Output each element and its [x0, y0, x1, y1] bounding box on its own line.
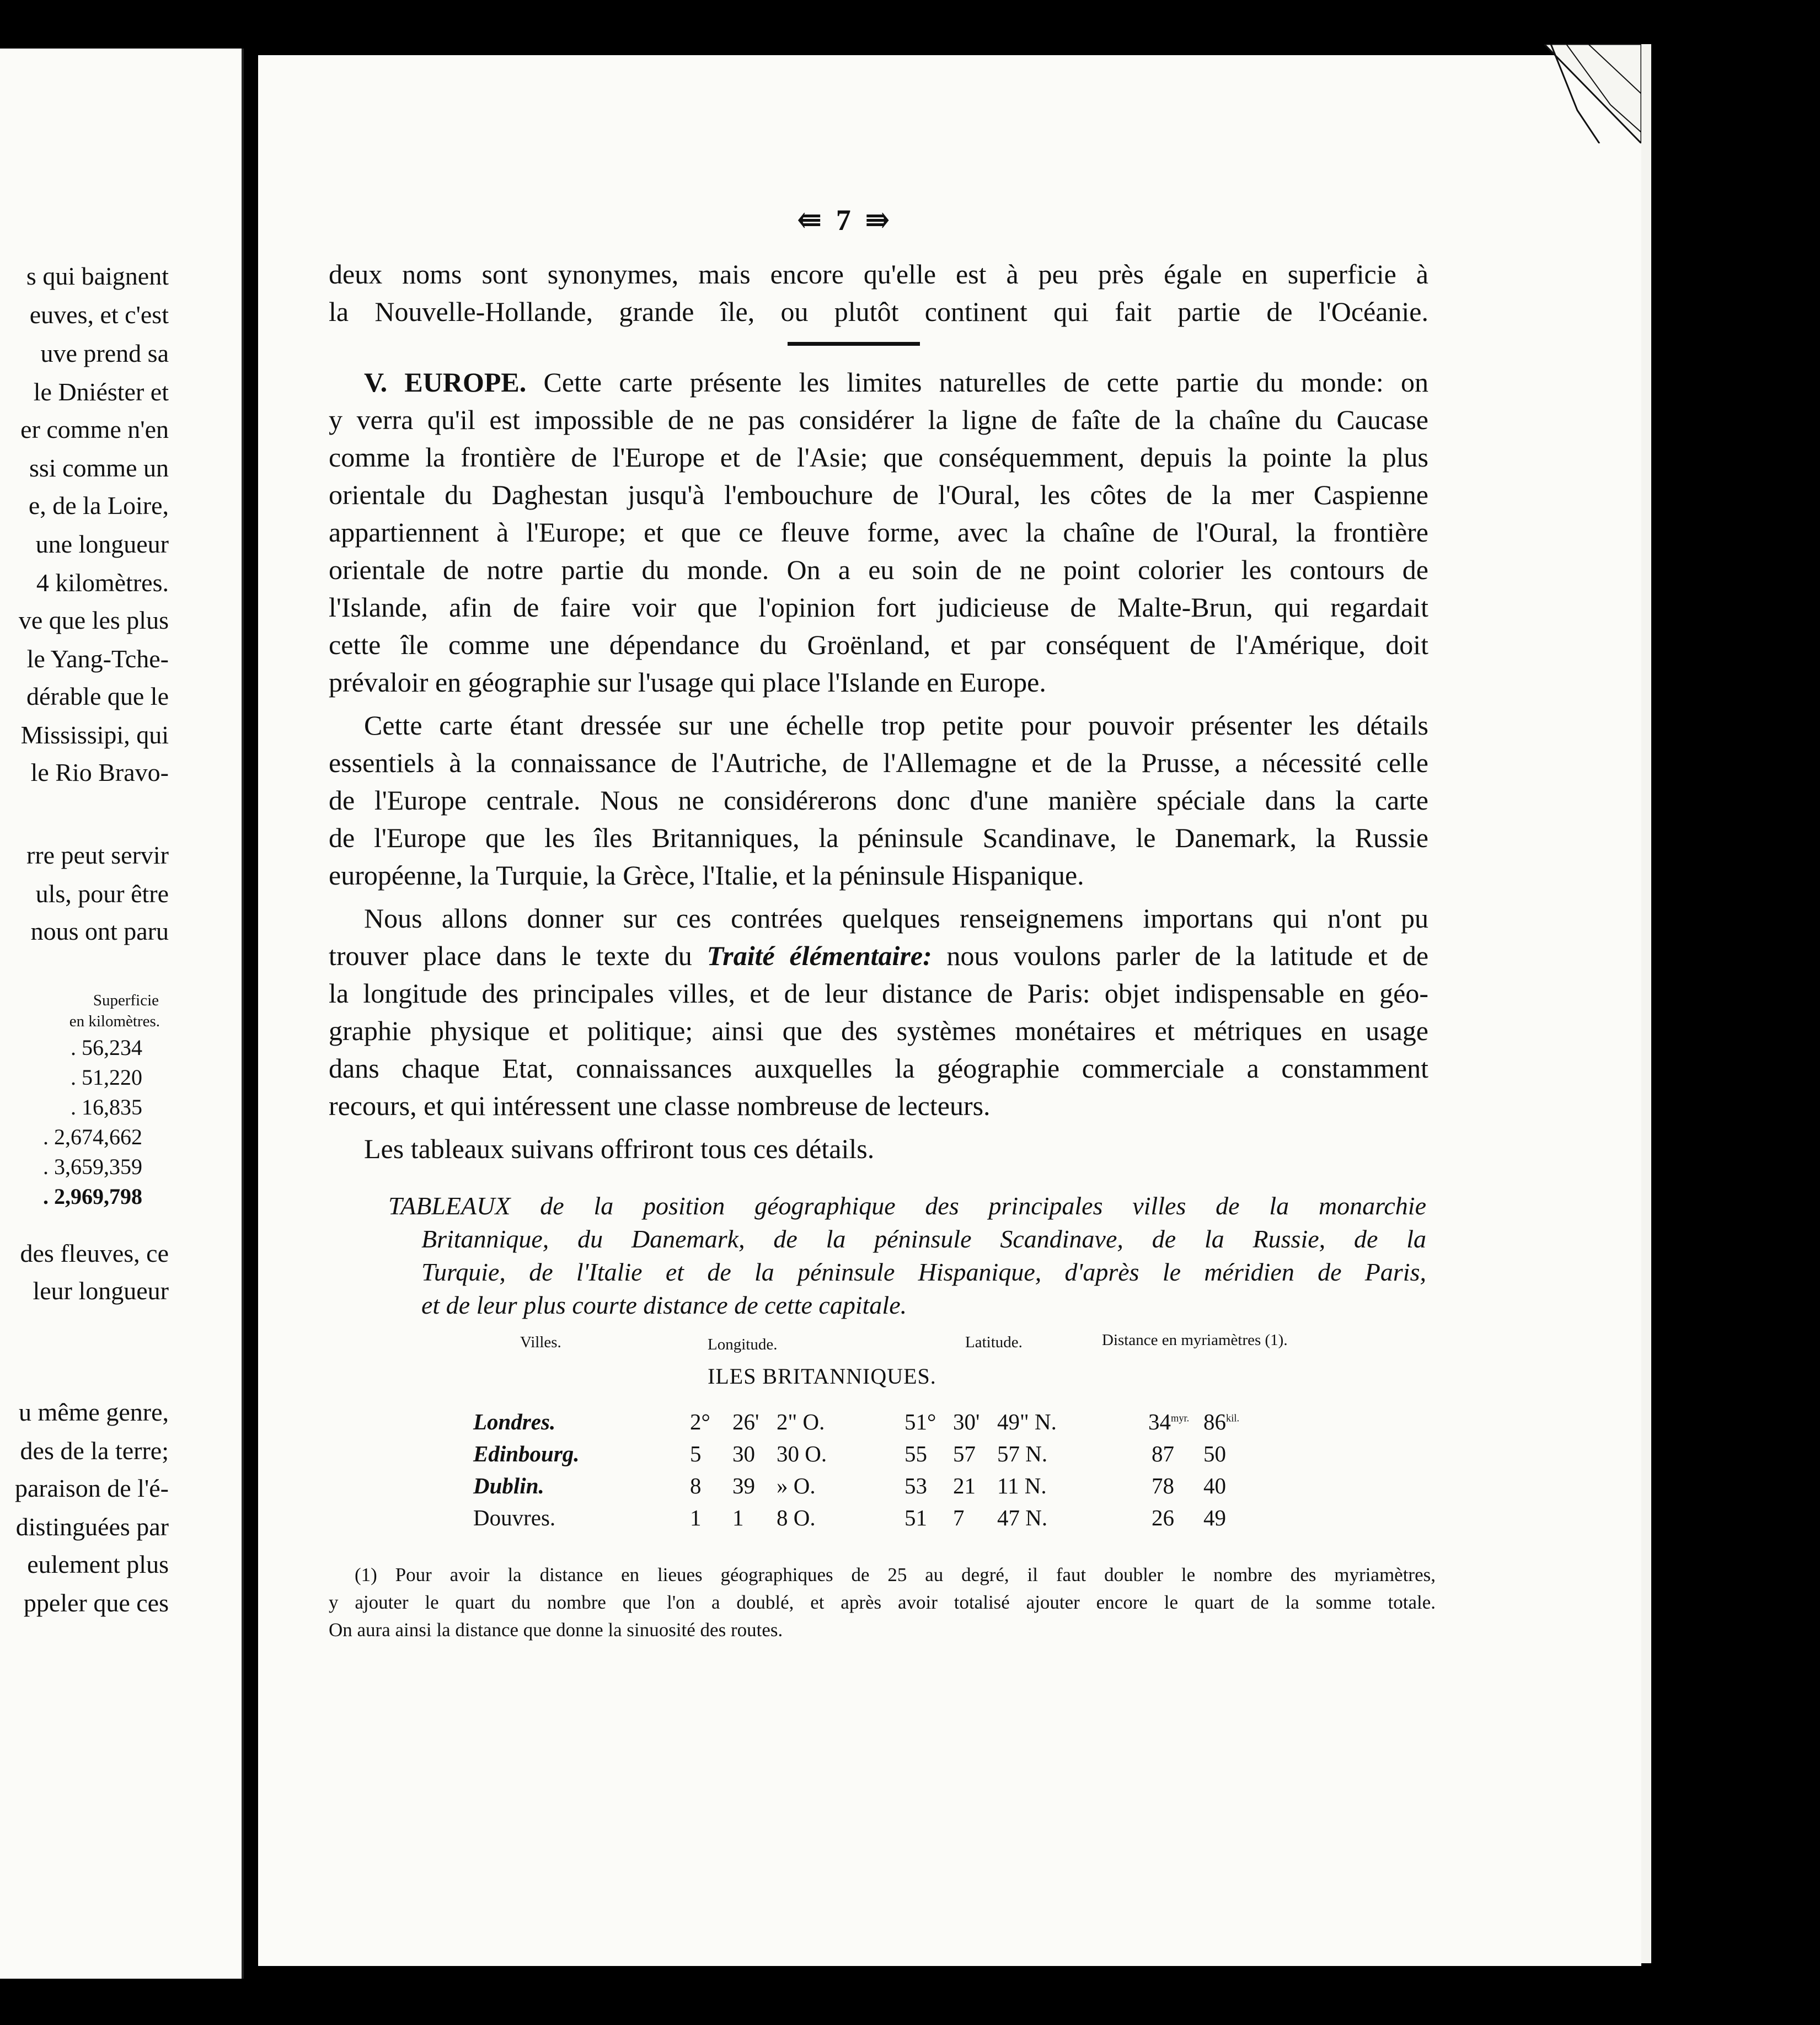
left-text-line: eulement plus — [27, 1550, 169, 1578]
left-text-line: uve prend sa — [40, 339, 169, 367]
left-text-line: des de la terre; — [20, 1437, 169, 1465]
body-line: deux noms sont synonymes, mais encore qu'elle est à peu près égale en superficie à — [329, 259, 1428, 290]
table-cell-lat-sec: 11 N. — [997, 1473, 1047, 1498]
left-text-line: une longueur — [35, 530, 169, 558]
table-cell-lon-deg: 5 — [690, 1441, 702, 1466]
column-header-latitude: Latitude. — [965, 1333, 1023, 1351]
right-page — [258, 55, 1641, 1966]
table-cell-dist-kil: 50 — [1203, 1441, 1226, 1466]
footnote-line: On aura ainsi la distance que donne la sinuosité des routes. — [329, 1619, 783, 1641]
table-cell-lon-min: 30 — [732, 1441, 755, 1466]
left-facing-page — [0, 49, 244, 1979]
body-line: recours, et qui intéressent une classe nombreuse de lecteurs. — [329, 1090, 991, 1121]
table-cell-dist-myr: 87 — [1152, 1441, 1174, 1466]
left-table-value: . 51,220 — [71, 1065, 142, 1090]
table-cell-lon-sec: » O. — [777, 1473, 816, 1498]
left-text-line: dérable que le — [26, 682, 169, 710]
table-cell-lon-sec: 30 O. — [777, 1441, 827, 1466]
table-city: Edinbourg. — [473, 1441, 580, 1466]
body-line: graphie physique et politique; ainsi que des systèmes monétaires et métriques en usage — [329, 1015, 1428, 1046]
left-text-line: 4 kilomètres. — [36, 569, 169, 597]
europe-first-line: V. EUROPE. Cette carte présente les limites naturelles de cette partie du monde: on — [364, 367, 1429, 398]
body-line: la Nouvelle-Hollande, grande île, ou plutôt continent qui fait partie de l'Océanie. — [329, 296, 1428, 327]
body-line: prévaloir en géographie sur l'usage qui place l'Islande en Europe. — [329, 667, 1046, 698]
table-cell-lat-min: 30' — [953, 1409, 980, 1434]
body-line: orientale du Daghestan jusqu'à l'embouchure de l'Oural, les côtes de la mer Caspienne — [329, 479, 1428, 510]
body-line: Nous allons donner sur ces contrées quelques renseignemens importans qui n'ont pu — [364, 903, 1428, 934]
table-cell-dist-kil: $86^{kil.}$ — [1203, 1409, 1240, 1434]
body-line: y verra qu'il est impossible de ne pas considérer la ligne de faîte de la chaîne du Caucase — [329, 404, 1428, 435]
tableau-word: TABLEAUX — [388, 1192, 511, 1220]
table-city: Douvres. — [473, 1505, 556, 1530]
body-line: essentiels à la connaissance de l'Autriche, de l'Allemagne et de la Prusse, a nécessité celle — [329, 747, 1428, 778]
body-line: de l'Europe centrale. Nous ne considérerons donc d'une manière spéciale dans la carte — [329, 785, 1428, 816]
left-table-value: . 3,659,359 — [43, 1154, 142, 1179]
left-text-line: euves, et c'est — [29, 301, 169, 329]
body-line: appartiennent à l'Europe; et que ce fleuve forme, avec la chaîne de l'Oural, la frontière — [329, 517, 1428, 548]
table-cell-dist-myr: 26 — [1152, 1505, 1174, 1530]
left-table-value: . 2,969,798 — [43, 1184, 142, 1209]
table-cell-lon-deg: 1 — [690, 1505, 702, 1530]
body-line: européenne, la Turquie, la Grèce, l'Italie, et la péninsule Hispanique. — [329, 860, 1084, 891]
column-header-distance: Distance en myriamètres (1). — [1102, 1331, 1288, 1349]
table-cell-lat-sec: 47 N. — [997, 1505, 1048, 1530]
table-cell-lon-sec: 8 O. — [777, 1505, 816, 1530]
fleuron-ornament-icon: ⇚ — [797, 203, 826, 237]
tableau-title-line: et de leur plus courte distance de cette capitale. — [421, 1291, 907, 1319]
left-text-line: paraison de l'é- — [14, 1474, 169, 1502]
tableau-title-line: TABLEAUX de la position géographique des principales villes de la monarchie — [388, 1192, 1426, 1220]
body-line: la longitude des principales villes, et de leur distance de Paris: objet indispensable en géo- — [329, 978, 1428, 1009]
table-cell-lat-sec: 49" N. — [997, 1409, 1057, 1434]
table-cell-lat-min: 57 — [953, 1441, 976, 1466]
body-line: l'Islande, afin de faire voir que l'opinion fort judicieuse de Malte-Brun, qui regardait — [329, 592, 1428, 623]
table-cell-dist-myr: $34^{myr.}$ — [1148, 1409, 1190, 1434]
table-cell-dist-myr: 78 — [1152, 1473, 1174, 1498]
left-text-line: leur longueur — [33, 1277, 169, 1305]
left-text-line: uls, pour être — [35, 880, 169, 908]
left-table-value: . 16,835 — [71, 1095, 142, 1119]
left-text-line: nous ont paru — [30, 917, 169, 945]
body-line: cette île comme une dépendance du Groënland, et par conséquent de l'Amérique, doit — [329, 629, 1428, 660]
body-line: Les tableaux suivans offriront tous ces détails. — [364, 1133, 875, 1164]
table-cell-lat-deg: 55 — [904, 1441, 927, 1466]
left-text-line: ppeler que ces — [23, 1589, 169, 1617]
footnote-line: y ajouter le quart du nombre que l'on a doublé, et après avoir totalisé ajouter encore le quart de la somme totale. — [329, 1592, 1436, 1613]
left-table-header: Superficie — [93, 992, 159, 1009]
table-cell-lon-min: 1 — [732, 1505, 744, 1530]
book-title: Traité élémentaire: — [706, 940, 932, 971]
left-text-line: e, de la Loire, — [28, 491, 169, 519]
left-text-line: des fleuves, ce — [20, 1239, 169, 1267]
left-table-value: . 56,234 — [71, 1035, 142, 1060]
tableau-title-line: Turquie, de l'Italie et de la péninsule Hispanique, d'après le méridien de Paris, — [421, 1258, 1426, 1286]
page-header — [797, 202, 893, 237]
left-text-line: le Rio Bravo- — [30, 758, 169, 786]
left-text-line: u même genre, — [18, 1398, 169, 1426]
page-number: 7 — [836, 203, 854, 237]
page-edge — [1641, 44, 1651, 1963]
left-text-line: le Dniéster et — [33, 378, 169, 406]
table-cell-lon-min: 39 — [732, 1473, 755, 1498]
left-text-line: ve que les plus — [18, 606, 169, 634]
table-cell-lon-deg: 8 — [690, 1473, 702, 1498]
column-header-villes: Villes. — [520, 1333, 561, 1351]
table-city: Londres. — [473, 1409, 556, 1434]
table-cell-dist-kil: 40 — [1203, 1473, 1226, 1498]
table-section-title: ILES BRITANNIQUES. — [708, 1364, 936, 1389]
left-text-line: rre peut servir — [26, 841, 169, 869]
table-cell-lat-min: 21 — [953, 1473, 976, 1498]
section-rule — [788, 342, 920, 346]
left-text-line: er comme n'en — [20, 415, 169, 443]
fleuron-ornament-icon: ⇛ — [865, 203, 893, 237]
table-cell-lat-deg: 53 — [904, 1473, 927, 1498]
table-cell-lat-sec: 57 N. — [997, 1441, 1048, 1466]
folded-corner-icon — [1544, 44, 1641, 143]
column-header-longitude: Longitude. — [708, 1336, 778, 1353]
left-text-line: ssi comme un — [29, 454, 169, 482]
body-line: de l'Europe que les îles Britanniques, la péninsule Scandinave, le Danemark, la Russie — [329, 822, 1428, 853]
body-line: Cette carte étant dressée sur une échelle trop petite pour pouvoir présenter les détails — [364, 710, 1428, 741]
body-line: comme la frontière de l'Europe et de l'Asie; que conséquemment, depuis la pointe la plus — [329, 442, 1428, 473]
tableau-title-line: Britannique, du Danemark, de la péninsule Scandinave, de la Russie, de la — [421, 1225, 1426, 1253]
left-text-line: distinguées par — [15, 1513, 169, 1541]
table-cell-lat-min: 7 — [953, 1505, 965, 1530]
left-table-value: . 2,674,662 — [43, 1124, 142, 1149]
table-cell-lon-sec: 2" O. — [777, 1409, 825, 1434]
table-cell-lat-deg: 51 — [904, 1505, 927, 1530]
table-cell-lat-deg: 51° — [904, 1409, 936, 1434]
footnote-line: (1) Pour avoir la distance en lieues géographiques de 25 au degré, il faut doubler le nombre des myriamètres, — [355, 1564, 1436, 1585]
table-cell-lon-deg: 2° — [690, 1409, 710, 1434]
left-text-line: Mississipi, qui — [20, 721, 169, 749]
section-heading: V. EUROPE. — [364, 367, 527, 398]
left-text-line: le Yang-Tche- — [26, 645, 169, 673]
table-cell-lon-min: 26' — [732, 1409, 759, 1434]
body-line: orientale de notre partie du monde. On a eu soin de ne point colorier les contours de — [329, 554, 1428, 585]
left-table-header: en kilomètres. — [69, 1013, 160, 1030]
body-line: trouver place dans le texte du Traité élémentaire: nous voulons parler de la latitude et de — [329, 940, 1429, 971]
body-line: dans chaque Etat, connaissances auxquelles la géographie commerciale a constamment — [329, 1053, 1428, 1084]
table-cell-dist-kil: 49 — [1203, 1505, 1226, 1530]
table-city: Dublin. — [473, 1473, 544, 1498]
left-text-line: s qui baignent — [26, 262, 169, 290]
